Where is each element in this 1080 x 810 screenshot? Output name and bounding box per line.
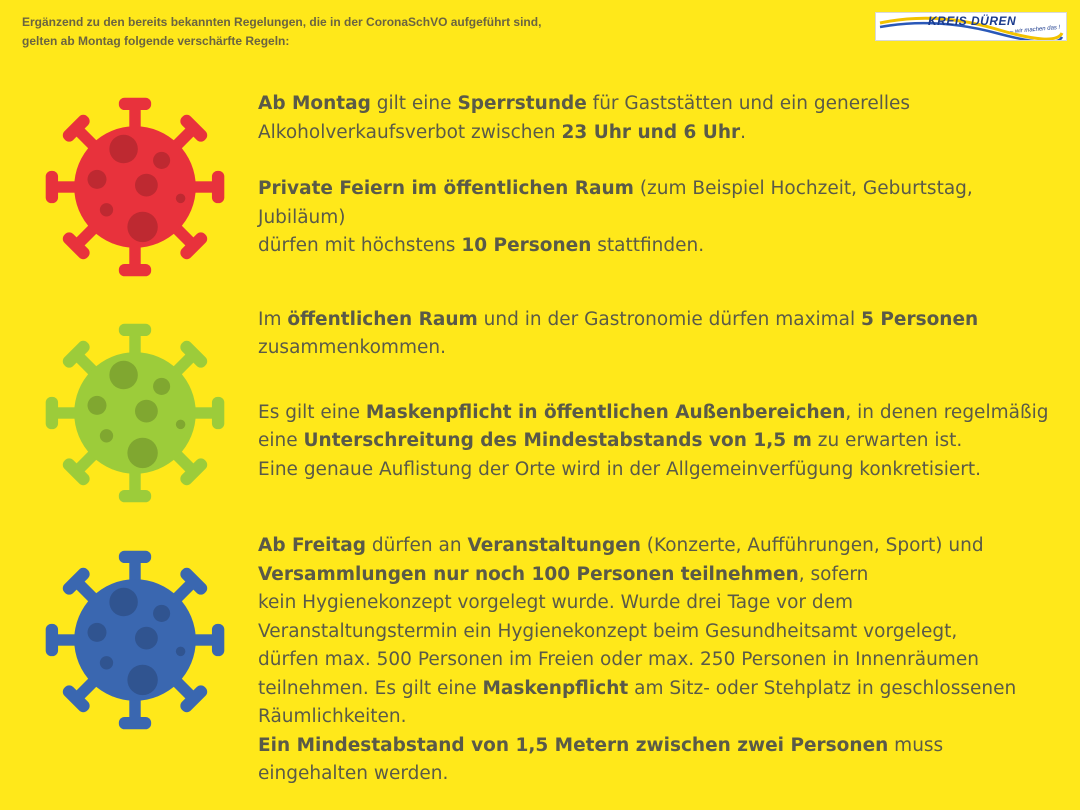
text-strong: Versammlungen nur noch 100 Personen teilnehmen: [258, 563, 799, 585]
text: dürfen max. 500 Personen im Freien oder max. 250 Personen in Innenräumen: [258, 649, 979, 670]
text-strong: Maskenpflicht: [482, 677, 629, 699]
text-strong: 23 Uhr und 6 Uhr: [561, 121, 741, 143]
text: teilnehmen. Es gilt eine: [258, 677, 483, 699]
text: (Konzerte, Aufführungen, Sport) und: [640, 535, 984, 556]
rule-paragraph-masks: [258, 399, 1058, 485]
intro-text: [22, 13, 541, 51]
text: , sofern: [798, 563, 869, 585]
virus-icon: [40, 545, 230, 735]
text: muss: [888, 734, 944, 756]
text: gilt eine: [370, 93, 458, 114]
text-strong: Unterschreitung des Mindestabstands von 1,5 m: [303, 430, 812, 451]
text-strong: Ab Freitag: [258, 535, 367, 556]
text: Im: [258, 308, 288, 330]
virus-icon: [40, 92, 230, 282]
text: , in denen regelmäßig: [845, 401, 1049, 423]
text: kein Hygienekonzept vorgelegt wurde. Wurde drei Tage vor dem: [258, 592, 854, 613]
intro-line-2: gelten ab Montag folgende verschärfte Regeln:: [22, 34, 290, 48]
logo-name: KREIS DÜREN: [928, 14, 1017, 28]
text: für Gaststätten und ein generelles: [586, 93, 911, 114]
text: (zum Beispiel Hochzeit, Geburtstag, Jubiläum): [258, 178, 973, 228]
text: eine: [258, 430, 304, 451]
text: Räumlichkeiten.: [258, 706, 407, 727]
rule-paragraph-curfew: [258, 90, 1058, 147]
rule-paragraph-private-parties: [258, 175, 1058, 261]
text: Alkoholverkaufsverbot zwischen: [258, 121, 562, 143]
logo-slogan: – wir machen das !: [1009, 24, 1061, 36]
kreis-dueren-logo: [875, 12, 1067, 41]
virus-icon: [40, 318, 230, 508]
text: dürfen mit höchstens: [258, 235, 462, 256]
rules-content: [258, 90, 1058, 789]
text: Veranstaltungstermin ein Hygienekonzept beim Gesundheitsamt vorgelegt,: [258, 620, 958, 642]
text-strong: Ab Montag: [258, 93, 371, 114]
text: am Sitz- oder Stehplatz in geschlossenen: [628, 677, 1017, 699]
rule-paragraph-public-space: [258, 306, 1058, 363]
intro-line-1: Ergänzend zu den bereits bekannten Regelungen, die in der CoronaSchVO aufgeführt sind,: [22, 15, 542, 29]
text-strong: Veranstaltungen: [467, 535, 641, 556]
text: dürfen an: [366, 535, 468, 556]
text: Es gilt eine: [258, 401, 366, 423]
text-strong: Private Feiern im öffentlichen Raum: [258, 178, 634, 199]
text: eingehalten werden.: [258, 763, 449, 784]
text-strong: Maskenpflicht in öffentlichen Außenbereichen: [365, 401, 846, 423]
text-strong: Ein Mindestabstand von 1,5 Metern zwischen zwei Personen: [258, 734, 889, 756]
rule-paragraph-events: [258, 532, 1058, 789]
text: Eine genaue Auflistung der Orte wird in der Allgemeinverfügung konkretisiert.: [258, 458, 981, 480]
text: und in der Gastronomie dürfen maximal: [477, 308, 862, 330]
text-strong: Sperrstunde: [457, 93, 587, 114]
text: zu erwarten ist.: [811, 430, 963, 451]
text-strong: 5 Personen: [861, 308, 979, 330]
text: stattfinden.: [591, 235, 705, 256]
text-strong: öffentlichen Raum: [287, 308, 478, 330]
text: zusammenkommen.: [258, 337, 446, 358]
text: .: [740, 121, 747, 143]
text-strong: 10 Personen: [461, 235, 592, 256]
